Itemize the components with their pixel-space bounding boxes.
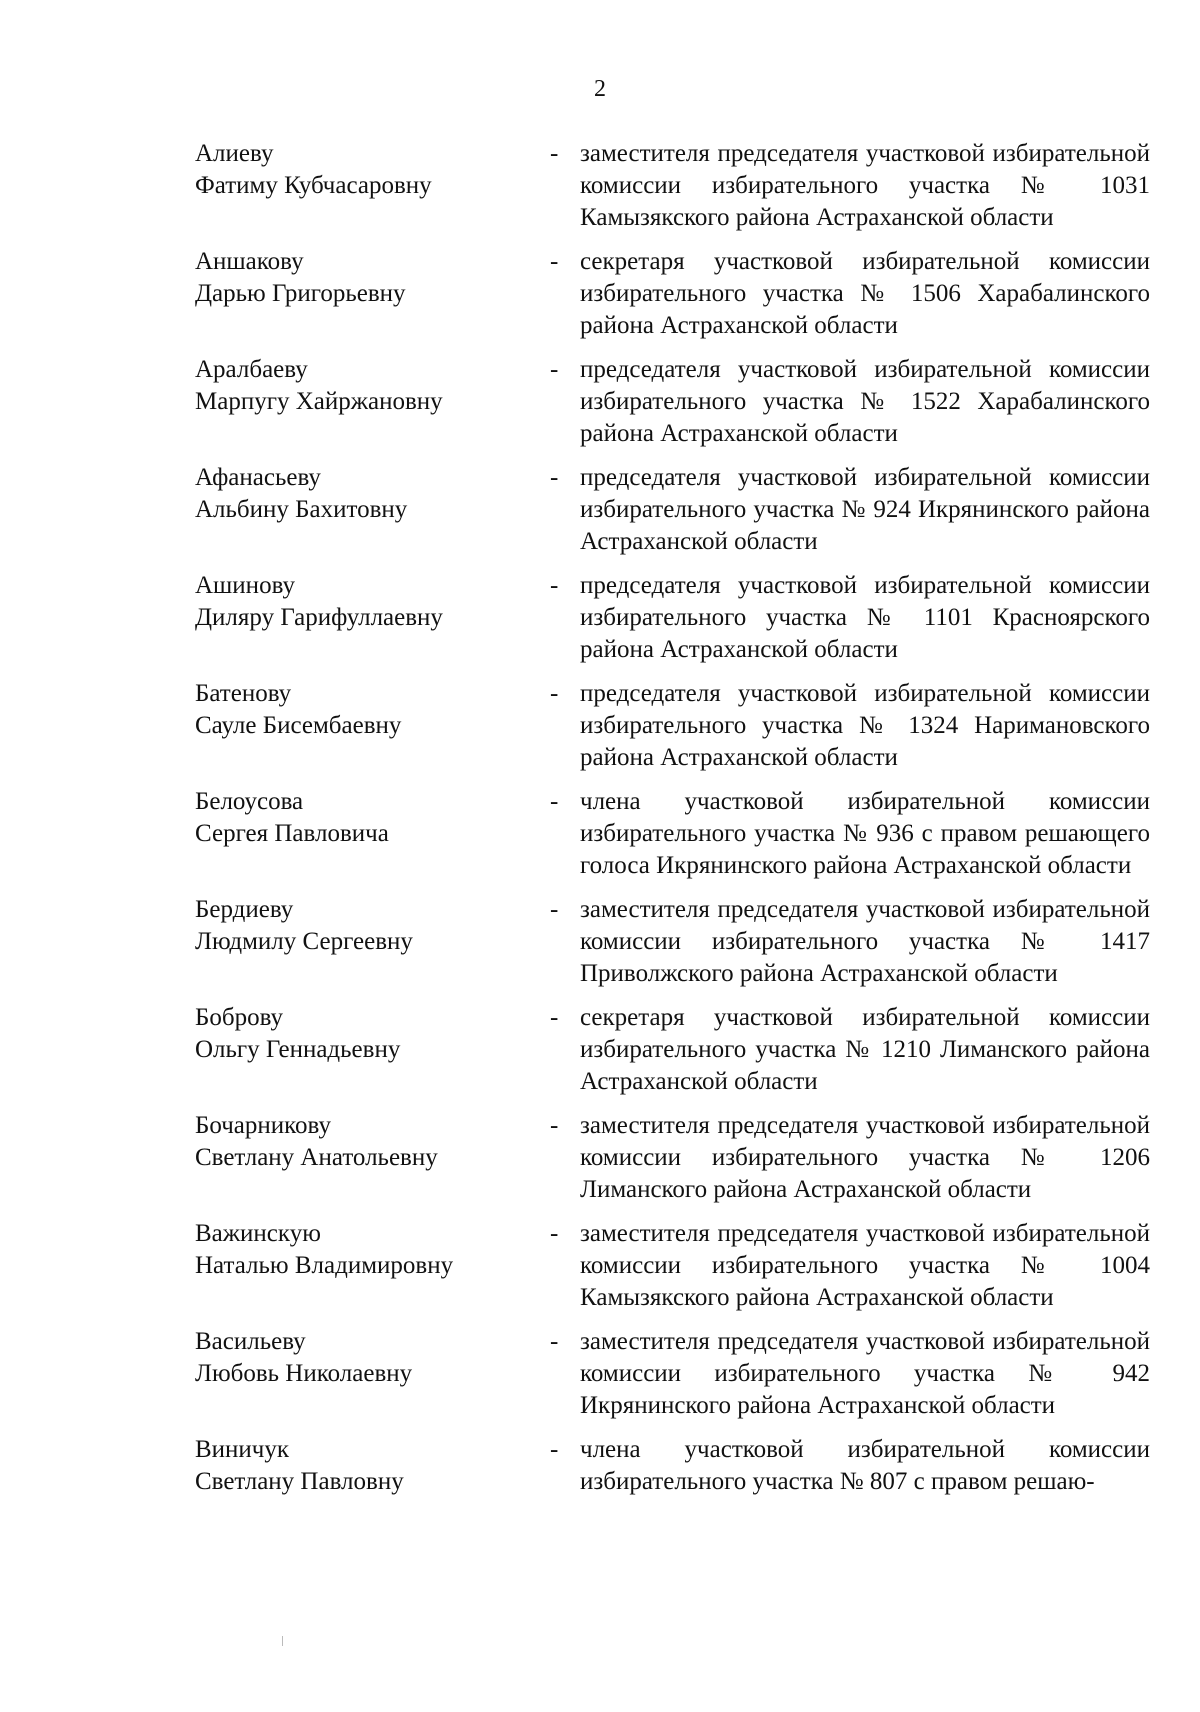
person-surname: Алиеву <box>195 140 274 167</box>
list-item <box>195 786 1155 882</box>
person-surname: Бердиеву <box>195 896 294 923</box>
separator-dash: - <box>550 248 559 275</box>
person-role: члена участковой избирательной комиссии избирательного участка № 807 с правом решаю- <box>580 1436 1150 1495</box>
person-role: заместителя председателя участковой избирательной комиссии избирательного участка № 1031 Камызякского района Астраханской области <box>580 140 1150 231</box>
person-name <box>195 894 550 990</box>
appointment-list <box>195 138 1155 1510</box>
separator-dash: - <box>550 464 559 491</box>
list-item <box>195 1110 1155 1206</box>
person-role: заместителя председателя участковой избирательной комиссии избирательного участка № 1206 Лиманского района Астраханской области <box>580 1112 1150 1203</box>
person-surname: Аншакову <box>195 248 304 275</box>
separator-dash: - <box>550 1436 559 1463</box>
person-name <box>195 678 550 774</box>
person-role: председателя участковой избирательной комиссии избирательного участка № 1522 Харабалинского района Астраханской области <box>580 356 1150 447</box>
person-surname: Бочарникову <box>195 1112 331 1139</box>
separator-dash: - <box>550 356 559 383</box>
person-name <box>195 1218 550 1314</box>
person-given-names: Ольгу Геннадьевну <box>195 1036 401 1063</box>
list-item <box>195 354 1155 450</box>
person-given-names: Людмилу Сергеевну <box>195 928 413 955</box>
person-name <box>195 462 550 558</box>
person-surname: Васильеву <box>195 1328 306 1355</box>
person-name <box>195 1110 550 1206</box>
person-given-names: Сауле Бисембаевну <box>195 712 402 739</box>
person-surname: Ашинову <box>195 572 296 599</box>
list-item <box>195 462 1155 558</box>
list-item <box>195 894 1155 990</box>
person-name <box>195 246 550 342</box>
separator-dash: - <box>550 1328 559 1355</box>
person-given-names: Любовь Николаевну <box>195 1360 413 1387</box>
separator-dash: - <box>550 1220 559 1247</box>
person-name <box>195 138 550 234</box>
list-item <box>195 1326 1155 1422</box>
list-item <box>195 1434 1155 1498</box>
person-name <box>195 1434 550 1498</box>
person-given-names: Светлану Анатольевну <box>195 1144 438 1171</box>
person-surname: Батенову <box>195 680 292 707</box>
separator-dash: - <box>550 572 559 599</box>
person-name <box>195 354 550 450</box>
person-surname: Виничук <box>195 1436 290 1463</box>
person-surname: Важинскую <box>195 1220 321 1247</box>
person-role: председателя участковой избирательной комиссии избирательного участка № 1324 Наримановского района Астраханской области <box>580 680 1150 771</box>
person-role: секретаря участковой избирательной комиссии избирательного участка № 1210 Лиманского района Астраханской области <box>580 1004 1150 1095</box>
separator-dash: - <box>550 140 559 167</box>
person-name <box>195 570 550 666</box>
person-given-names: Альбину Бахитовну <box>195 496 408 523</box>
list-item <box>195 678 1155 774</box>
list-item <box>195 1218 1155 1314</box>
list-item <box>195 1002 1155 1098</box>
person-given-names: Фатиму Кубчасаровну <box>195 172 432 199</box>
separator-dash: - <box>550 680 559 707</box>
person-role: заместителя председателя участковой избирательной комиссии избирательного участка № 942 Икрянинского района Астраханской области <box>580 1328 1150 1419</box>
person-role: члена участковой избирательной комиссии избирательного участка № 936 с правом решающего голоса Икрянинского района Астраханской области <box>580 788 1150 879</box>
list-item <box>195 246 1155 342</box>
person-role: председателя участковой избирательной комиссии избирательного участка № 1101 Красноярского района Астраханской области <box>580 572 1150 663</box>
separator-dash: - <box>550 1004 559 1031</box>
person-role: председателя участковой избирательной комиссии избирательного участка № 924 Икрянинского района Астраханской области <box>580 464 1150 555</box>
page-number: 2 <box>594 76 606 102</box>
person-role: заместителя председателя участковой избирательной комиссии избирательного участка № 1004 Камызякского района Астраханской области <box>580 1220 1150 1311</box>
person-name <box>195 786 550 882</box>
person-given-names: Марпугу Хайржановну <box>195 388 443 415</box>
person-role: заместителя председателя участковой избирательной комиссии избирательного участка № 1417 Приволжского района Астраханской области <box>580 896 1150 987</box>
person-given-names: Дарью Григорьевну <box>195 280 406 307</box>
person-surname: Боброву <box>195 1004 284 1031</box>
person-given-names: Светлану Павловну <box>195 1468 404 1495</box>
person-given-names: Сергея Павловича <box>195 820 389 847</box>
person-surname: Аралбаеву <box>195 356 308 383</box>
person-surname: Белоусова <box>195 788 304 815</box>
separator-dash: - <box>550 896 559 923</box>
person-role: секретаря участковой избирательной комиссии избирательного участка № 1506 Харабалинского района Астраханской области <box>580 248 1150 339</box>
list-item <box>195 570 1155 666</box>
list-item <box>195 138 1155 234</box>
scan-speck <box>282 1636 283 1646</box>
person-surname: Афанасьеву <box>195 464 321 491</box>
person-name <box>195 1326 550 1422</box>
person-given-names: Диляру Гарифуллаевну <box>195 604 443 631</box>
separator-dash: - <box>550 788 559 815</box>
person-name <box>195 1002 550 1098</box>
person-given-names: Наталью Владимировну <box>195 1252 454 1279</box>
separator-dash: - <box>550 1112 559 1139</box>
